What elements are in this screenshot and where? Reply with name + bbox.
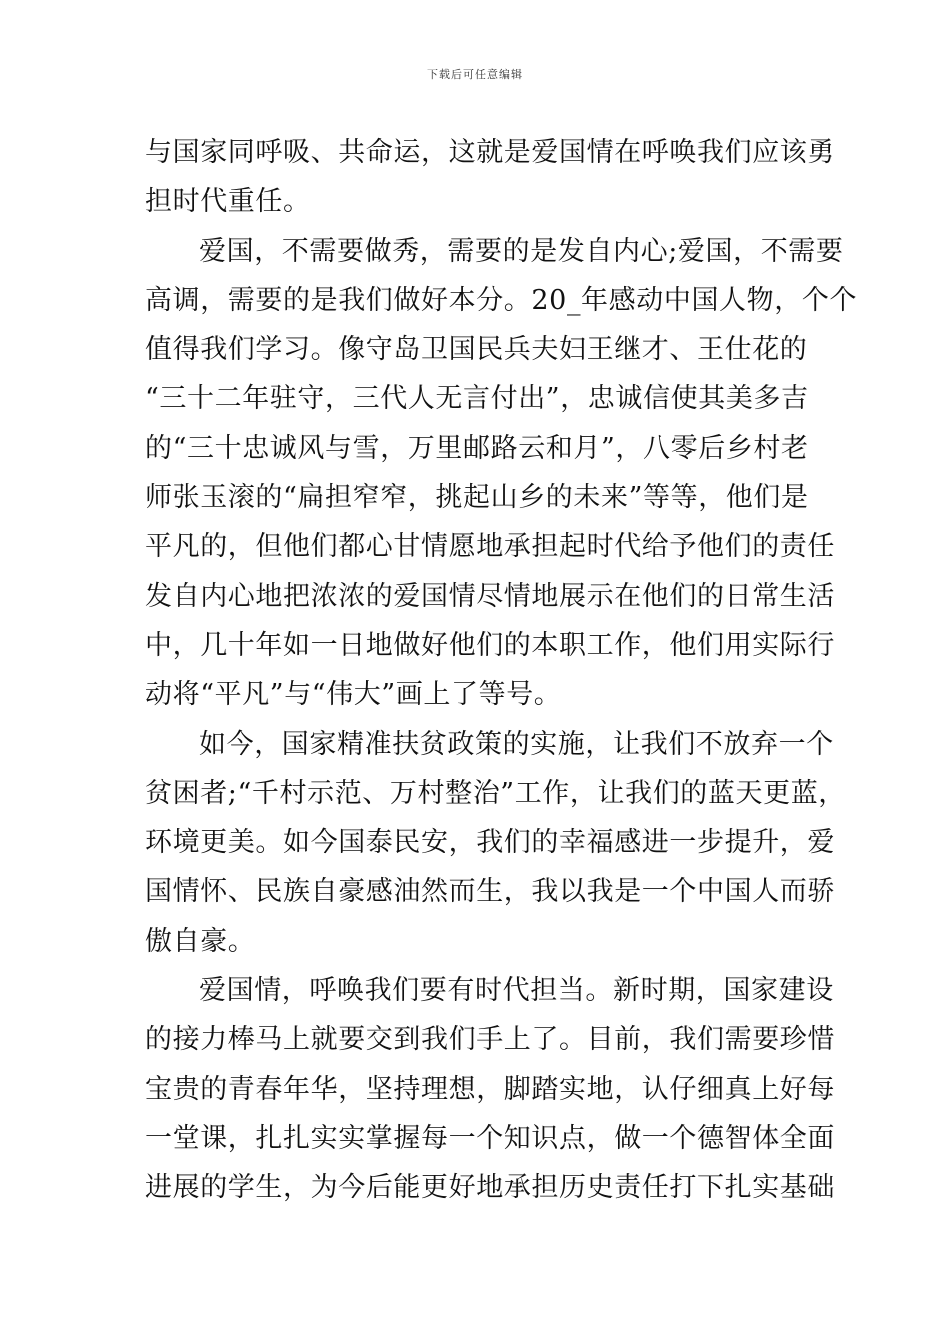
text-line: 平凡的，但他们都心甘情愿地承担起时代给予他们的责任 bbox=[145, 531, 835, 563]
text-line: 值得我们学习。像守岛卫国民兵夫妇王继才、王仕花的 bbox=[145, 334, 808, 366]
text-line: 的接力棒马上就要交到我们手上了。目前，我们需要珍惜 bbox=[145, 1024, 835, 1056]
text-line: 进展的学生，为今后能更好地承担历史责任打下扎实基础 bbox=[145, 1172, 835, 1204]
text-line: 国情怀、民族自豪感油然而生，我以我是一个中国人而骄 bbox=[145, 876, 835, 908]
paragraph-first-line: 如今，国家精准扶贫政策的实施，让我们不放弃一个 bbox=[199, 728, 834, 760]
text-line: 担时代重任。 bbox=[145, 186, 311, 218]
page-header-note: 下载后可任意编辑 bbox=[427, 68, 523, 81]
text-line: 与国家同呼吸、共命运，这就是爱国情在呼唤我们应该勇 bbox=[145, 137, 835, 168]
text-line: 高调，需要的是我们做好本分。20_年感动中国人物，个个 bbox=[145, 284, 858, 316]
document-body bbox=[145, 128, 858, 1213]
text-line: 一堂课，扎扎实实掌握每一个知识点，做一个德智体全面 bbox=[145, 1122, 835, 1154]
paragraph-first-line: 爱国情，呼唤我们要有时代担当。新时期，国家建设 bbox=[199, 975, 834, 1007]
text-line: 中，几十年如一日地做好他们的本职工作，他们用实际行 bbox=[145, 629, 835, 661]
text-line: 傲自豪。 bbox=[145, 925, 256, 957]
text-line: “三十二年驻守，三代人无言付出”，忠诚信使其美多吉 bbox=[145, 383, 809, 415]
text-line: 师张玉滚的“扁担窄窄，挑起山乡的未来”等等，他们是 bbox=[145, 482, 809, 514]
text-line: 动将“平凡”与“伟大”画上了等号。 bbox=[145, 679, 562, 711]
paragraph-first-line: 爱国，不需要做秀，需要的是发自内心;爱国，不需要 bbox=[199, 235, 844, 267]
text-line: 宝贵的青春年华，坚持理想，脚踏实地，认仔细真上好每 bbox=[145, 1073, 835, 1105]
text-line: 贫困者;“千村示范、万村整治”工作，让我们的蓝天更蓝， bbox=[145, 777, 846, 809]
text-line: 的“三十忠诚风与雪，万里邮路云和月”，八零后乡村老 bbox=[145, 432, 809, 464]
text-line: 环境更美。如今国泰民安，我们的幸福感进一步提升，爱 bbox=[145, 827, 835, 859]
text-line: 发自内心地把浓浓的爱国情尽情地展示在他们的日常生活 bbox=[145, 580, 835, 612]
